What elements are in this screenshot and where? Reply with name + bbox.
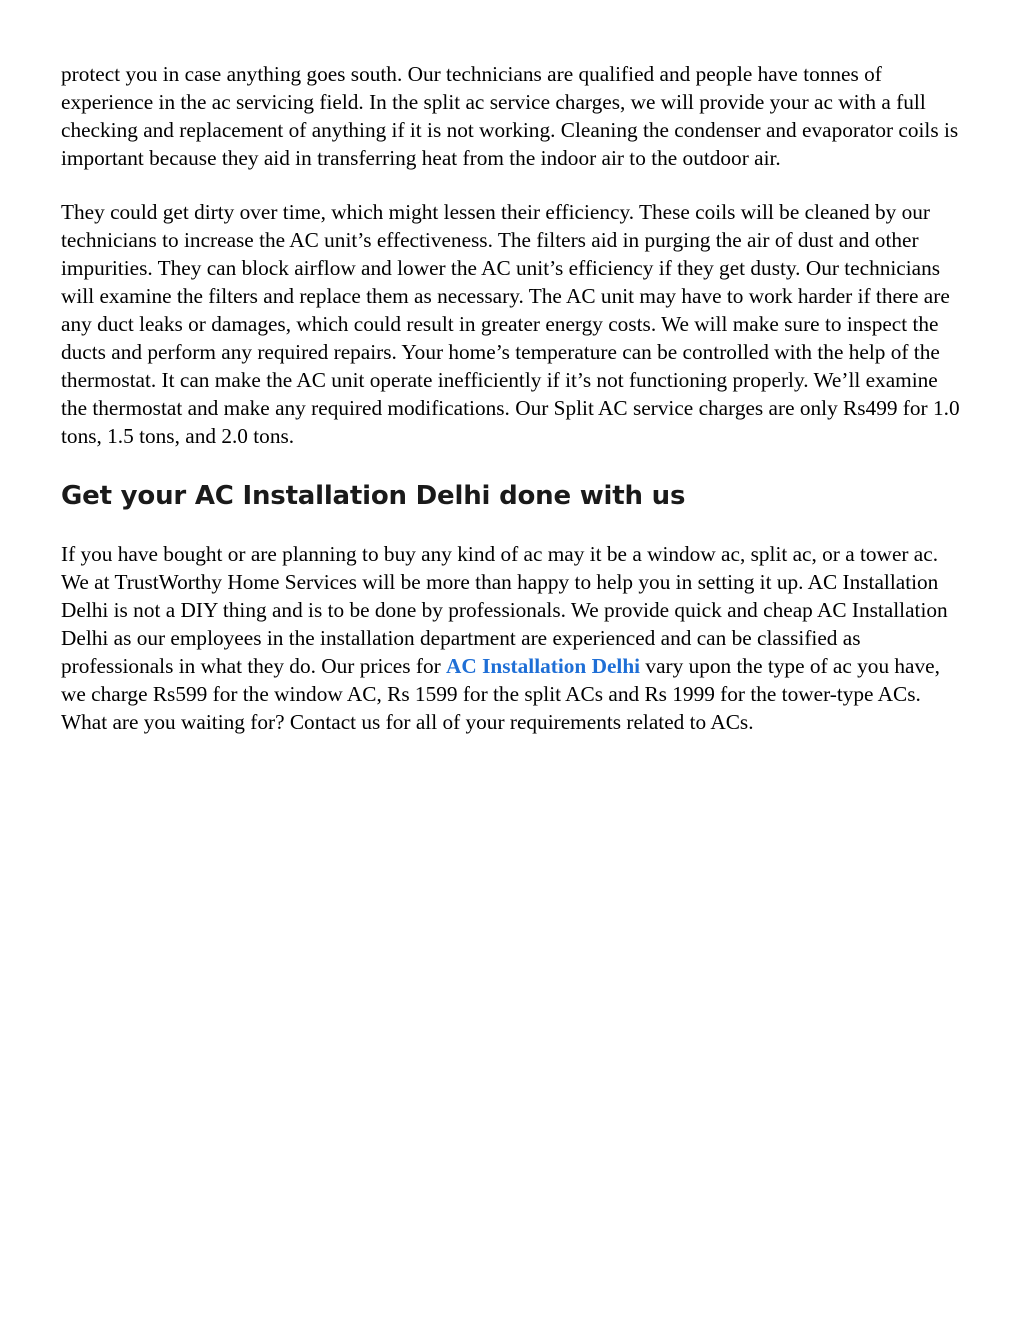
installation-text-before-link: If you have bought or are planning to buy any kind of ac may it be a window ac, split ac, or a tower ac. We at TrustWorthy Home Services will be more than happy to help you in setting it up. AC Installation Delhi is not a DIY thing and is to be done by professionals. We provide quick and cheap AC Installation Delhi as our employees in the installation department are experienced and can be classified as professionals in what they do. Our prices for [61, 542, 948, 678]
paragraph-installation [61, 540, 961, 736]
paragraph-coil-cleaning: protect you in case anything goes south. Our technicians are qualified and people have tonnes of experience in the ac servicing field. In the split ac service charges, we will provide your ac with a full checking and replacement of anything if it is not working. Cleaning the condenser and evaporator coils is important because they aid in transferring heat from the indoor air to the outdoor air. [61, 62, 959, 170]
installation-text-after-link: vary upon the type of ac you have, we charge Rs599 for the window AC, Rs 1599 for the split ACs and Rs 1999 for the tower-type ACs. What are you waiting for? Contact us for all of your requirements related to ACs. [61, 654, 940, 734]
document-page [61, 60, 961, 762]
paragraph-service-details: They could get dirty over time, which might lessen their efficiency. These coils will be cleaned by our technicians to increase the AC unit’s effectiveness. The filters aid in purging the air of dust and other impurities. They can block airflow and lower the AC unit’s efficiency if they get dusty. Our technicians will examine the filters and replace them as necessary. The AC unit may have to work harder if there are any duct leaks or damages, which could result in greater energy costs. We will make sure to inspect the ducts and perform any required repairs. Your home’s temperature can be controlled with the help of the thermostat. It can make the AC unit operate inefficiently if it’s not functioning properly. We’ll examine the thermostat and make any required modifications. Our Split AC service charges are only Rs499 for 1.0 tons, 1.5 tons, and 2.0 tons. [61, 200, 960, 448]
ac-installation-delhi-link[interactable]: AC Installation Delhi [446, 654, 641, 678]
section-heading: Get your AC Installation Delhi done with us [61, 481, 686, 511]
